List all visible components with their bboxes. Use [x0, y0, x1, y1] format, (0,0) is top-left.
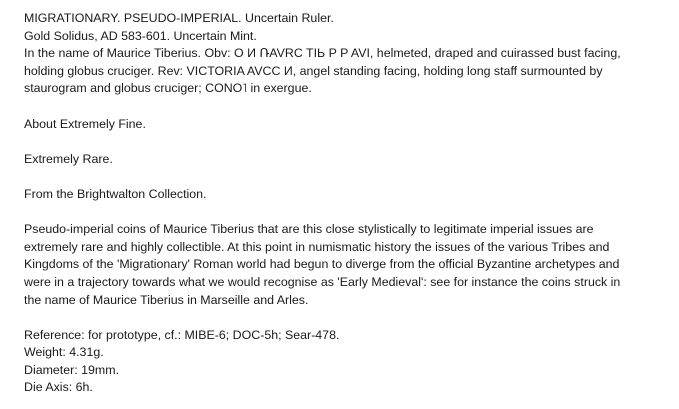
grade-text: About Extremely Fine. [24, 116, 146, 131]
rarity-paragraph [24, 151, 674, 169]
paragraph-spacer [24, 98, 674, 116]
header-block [24, 10, 674, 98]
diameter-text: Diameter: 19mm. [24, 362, 120, 377]
commentary-line: Kingdoms of the 'Migrationary' Roman world had begun to diverge from the official Byzantine archetypes and [24, 257, 620, 272]
lot-description-document [24, 10, 674, 397]
description-line: In the name of Maurice Tiberius. Obv: O И ՌAVRC TIЬ P P AVI, helmeted, draped and cuirassed bust facing, [24, 46, 621, 61]
commentary-line: the name of Maurice Tiberius in Marseille and Arles. [24, 292, 309, 307]
rarity-text: Extremely Rare. [24, 151, 113, 166]
paragraph-spacer [24, 168, 674, 186]
commentary-line: Pseudo-imperial coins of Maurice Tiberius that are this close stylistically to legitimate imperial issues are [24, 222, 594, 237]
commentary-line: extremely rare and highly collectible. At this point in numismatic history the issues of the various Tribes and [24, 239, 610, 254]
specs-block [24, 327, 674, 397]
reference-text: Reference: for prototype, cf.: MIBE-6; DOC-5h; Sear-478. [24, 327, 340, 342]
title-line: MIGRATIONARY. PSEUDO-IMPERIAL. Uncertain Ruler. [24, 11, 334, 25]
commentary-paragraph [24, 221, 674, 309]
grade-paragraph [24, 116, 674, 134]
provenance-text: From the Brightwalton Collection. [24, 186, 207, 201]
description-line: staurogram and globus cruciger; CONO˥ in exergue. [24, 81, 312, 96]
provenance-paragraph [24, 186, 674, 204]
commentary-line: were in a trajectory towards what we would recognise as 'Early Medieval': see for instance the coins struck in [24, 274, 621, 289]
paragraph-spacer [24, 133, 674, 151]
die-axis-text: Die Axis: 6h. [24, 380, 93, 395]
weight-text: Weight: 4.31g. [24, 345, 104, 360]
description-line: holding globus cruciger. Rev: VICTORIA AVCC И, angel standing facing, holding long staff surmounted by [24, 63, 603, 78]
paragraph-spacer [24, 204, 674, 222]
paragraph-spacer [24, 309, 674, 327]
denomination-line: Gold Solidus, AD 583-601. Uncertain Mint. [24, 28, 257, 43]
